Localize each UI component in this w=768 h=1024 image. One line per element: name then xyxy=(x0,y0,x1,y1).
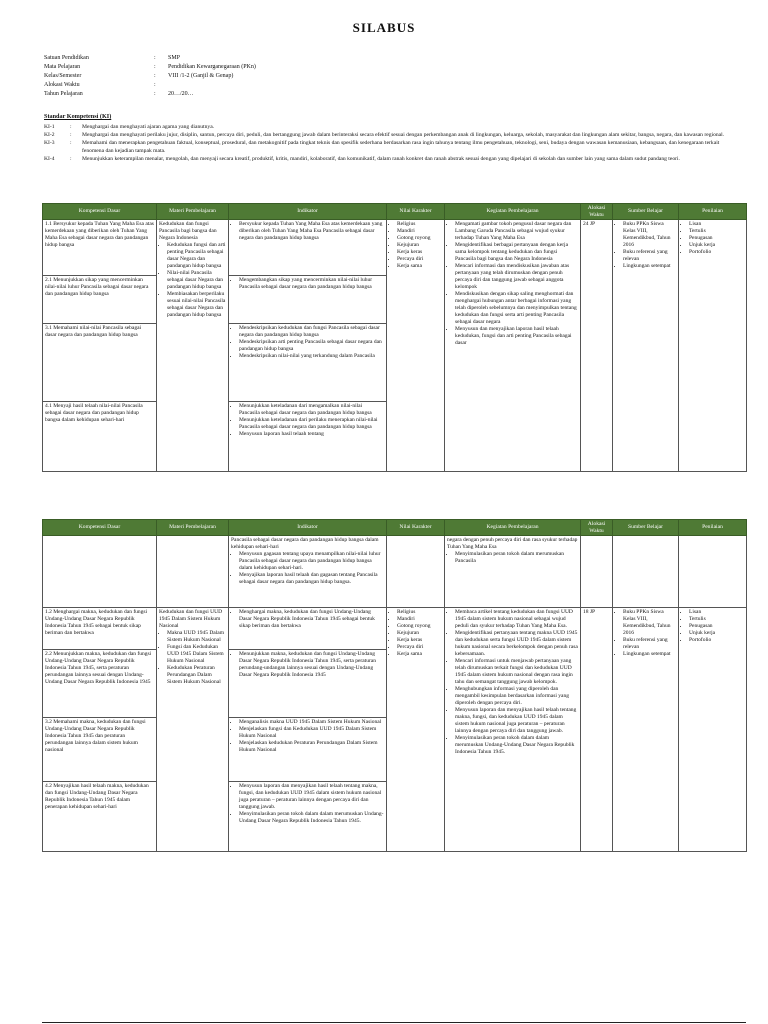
col-header: Penilaian xyxy=(679,520,747,536)
kegiatan-item: • Menghubungkan informasi yang diperoleh dan mengambil kesimpulan berdasarkan informasi yang diperoleh dengan percaya diri. xyxy=(455,686,578,707)
indikator-cell xyxy=(229,276,387,324)
materi-cell xyxy=(157,536,229,608)
sumber-cell xyxy=(613,608,679,852)
meta-key: Satuan Pendidikan xyxy=(44,55,89,61)
nilai-item: • Gotong royong xyxy=(397,623,442,630)
kd-cell: 3.2 Memahami makna, kedudukan dan fungsi Undang-Undang Dasar Negara Republik Indonesia Tahun 1945 dan peraturan perundangan lainnya dalam sistem hukum nasional xyxy=(43,718,157,782)
col-header: Nilai Karakter xyxy=(387,520,445,536)
table-header-row xyxy=(43,520,747,536)
penilaian-item: • Unjuk kerja xyxy=(689,242,744,249)
col-header: Alokasi Waktu xyxy=(581,204,613,220)
sumber-item: • Buku PPKn Siswa Kelas VIII, Kemendikbud, Tahun 2016 xyxy=(623,609,676,637)
alokasi-cell xyxy=(581,536,613,608)
nilai-item: • Gotong royong xyxy=(397,235,442,242)
kegiatan-item: • Mencari informasi untuk menjawab pertanyaan yang telah dirumuskan terkait fungsi dan kedudukan UUD 1945 dalam sistem hukum nasional dengan rasa ingin tahu dan semangat tanggung jawab kelompok. xyxy=(455,658,578,686)
sumber-item: • Lingkungan setempat xyxy=(623,651,676,658)
indikator-item: • Menjelaskan kedudukan Peraturan Perundangan Dalam Sistem Hukum Nasional xyxy=(239,740,384,754)
ki-code: KI-3 xyxy=(44,140,55,147)
ki-code: KI-1 xyxy=(44,124,55,130)
meta-value: 20…/20… xyxy=(168,91,194,97)
nilai-item: • Mandiri xyxy=(397,228,442,235)
kegiatan-cell xyxy=(445,220,581,472)
indikator-cell xyxy=(229,650,387,718)
indikator-cell xyxy=(229,220,387,276)
materi-item: • Nilai-nilai Pancasila sebagai dasar Negara dan pandangan hidup bangsa xyxy=(167,270,226,291)
indikator-cell xyxy=(229,324,387,402)
indikator-continuation: Pancasila sebagai dasar negara dan pandangan hidup bangsa dalam kehidupan sehari-hari xyxy=(231,537,379,550)
table-row xyxy=(43,608,747,650)
materi-intro: Kedudukan dan fungsi Pancasila bagi bangsa dan Negara Indonesia xyxy=(159,221,217,241)
kegiatan-item: • Mengidentifikasi pertanyaan tentang makna UUD 1945 dan kedudukan serta fungsi UUD 1945 dalam sistem hukum nasional secara berkelompok dengan penuh rasa kebersamaan. xyxy=(455,630,578,658)
nilai-item: • Kerja keras xyxy=(397,249,442,256)
indikator-item: • Mendeskripsikan arti penting Pancasila sebagai dasar negara dan pandangan hidup bangsa xyxy=(239,339,384,353)
page-title: SILABUS xyxy=(352,20,416,35)
meta-value: VIII /1-2 (Ganjil & Genap) xyxy=(168,73,234,79)
nilai-item: • Kerja sama xyxy=(397,263,442,270)
nilai-item: • Kejujuran xyxy=(397,630,442,637)
sumber-item: • Buku PPKn Siswa Kelas VIII, Kemendikbud, Tahun 2016 xyxy=(623,221,676,249)
indikator-item: • Menyusun gagasan tentang upaya menampilkan nilai-nilai luhur Pancasila sebagai dasar negara dan pandangan hidup bangsa dalam kehidupan sehari-hari. xyxy=(239,551,384,572)
ki-row: KI-2 : Menghargai dan menghayati perilaku jujur, disiplin, santun, percaya diri, peduli, dan bertanggung jawab dalam berinteraksi secara efektif sesuai dengan perkembangan anak di lingkungan, keluarga, sekolah, masyarakat dan lingkungan alam sekitar, bangsa, negara, dan kawasan regional. xyxy=(44,132,725,139)
sumber-item: • Buku referensi yang relevan xyxy=(623,249,676,263)
penilaian-item: • Penugasan xyxy=(689,623,744,630)
nilai-cell xyxy=(387,536,445,608)
nilai-item: • Kejujuran xyxy=(397,242,442,249)
penilaian-item: • Portofolio xyxy=(689,637,744,644)
meta-key: Mata Pelajaran xyxy=(44,64,81,70)
kegiatan-item: • Menyusun dan menyajikan laporan hasil telaah kedudukan, fungsi dan arti penting Pancasila sebagai dasar xyxy=(455,326,578,347)
alokasi-cell: 24 JP xyxy=(581,220,613,472)
penilaian-cell xyxy=(679,220,747,472)
indikator-item: • Mendeskripsikan kedudukan dan fungsi Pancasila sebagai dasar negara dan pandangan hidup bangsa xyxy=(239,325,384,339)
kd-cell: 4.1 Menyaji hasil telaah nilai-nilai Pancasila sebagai dasar negara dan pandangan hidup bangsa dalam kehidupan sehari-hari xyxy=(43,402,157,472)
alokasi-cell: 18 JP xyxy=(581,608,613,852)
ki-text: Memahami dan menerapkan pengetahuan faktual, konseptual, prosedural, dan metakognitif pada tingkat teknis dan spesifik sederhana berdasarkan rasa ingin tahunya tentang ilmu pengetahuan, teknologi, seni, budaya dengan wawasan kemanusiaan, kebangsaan, dan kenegaraan terkait fenomena dan kejadian tampak mata. xyxy=(82,140,720,154)
nilai-item: • Mandiri xyxy=(397,616,442,623)
meta-row: Tahun Pelajaran : 20…/20… xyxy=(44,91,194,97)
indikator-item: • Bersyukur kepada Tuhan Yang Maha Esa atas kemerdekaan yang diberikan oleh Tuhan Yang Maha Esa Pancasila sebagai dasar negara dan pandangan hidup bangsa xyxy=(239,221,384,242)
indikator-item: • Menunjukkan makna, kedudukan dan fungsi Undang-Undang Dasar Negara Republik Indonesia Tahun 1945, serta peraturan perundang-undangan lainnya sesuai dengan Undang-Undang Dasar Negara Republik Indonesia 1945 xyxy=(239,651,384,679)
col-header: Materi Pembelajaran xyxy=(157,204,229,220)
col-header: Indikator xyxy=(229,204,387,220)
kegiatan-item: • Mengamati gambar tokoh pengusul dasar negara dan Lambang Garuda Pancasila sebagai wujud syukur terhadap Tuhan Yang Maha Esa xyxy=(455,221,578,242)
nilai-cell xyxy=(387,608,445,852)
kd-cell: 2.2 Menunjukkan makna, kedudukan dan fungsi Undang-Undang Dasar Negara Republik Indonesia Tahun 1945, serta peraturan perundangan lainnya sesuai dengan Undang-Undang Dasar Negara Republik Indonesia 1945 xyxy=(43,650,157,718)
meta-value: SMP xyxy=(168,55,181,61)
page-bottom-rule xyxy=(42,1022,746,1023)
materi-item: • Makna UUD 1945 Dalam Sistem Hukum Nasional xyxy=(167,630,226,644)
syllabus-table-1 xyxy=(42,203,747,472)
syllabus-meta xyxy=(44,54,256,99)
penilaian-cell xyxy=(679,536,747,608)
nilai-item: • Kerja sama xyxy=(397,651,442,658)
meta-row: Alokasi Waktu : xyxy=(44,82,156,88)
indikator-item: • Menyimulasikan peran tokoh dalam dalam merumuskan Undang-Undang Dasar Negara Republik Indonesia Tahun 1945. xyxy=(239,811,384,825)
kegiatan-item: • Mengidentifikasi berbagai pertanyaan dengan kerja sama kelompok tentang kedudukan dan fungsi Pancasila bagi bangsa dan Negara Indonesia xyxy=(455,242,578,263)
sumber-cell xyxy=(613,220,679,472)
materi-cell xyxy=(157,220,229,472)
kd-cell: 1.2 Menghargai makna, kedudukan dan fungsi Undang-Undang Dasar Negara Republik Indonesia Tahun 1945 sebagai bentuk sikap beriman dan bertakwa xyxy=(43,608,157,650)
ki-row: KI-4 : Menunjukkan keterampilan menalar, mengolah, dan menyaji secara kreatif, produktif, kritis, mandiri, kolaboratif, dan komunikatif, dalam ranah konkret dan ranah abstrak sesuai dengan yang dipelajari di sekolah dan sumber lain yang sama dalam sudut pandang teori. xyxy=(44,155,680,162)
materi-item: • Membiasakan berperilaku sesuai nilai-nilai Pancasila sebagai dasar Negara dan pandangan hidup bangsa xyxy=(167,291,226,319)
meta-key: Tahun Pelajaran xyxy=(44,91,83,97)
sumber-item: • Lingkungan setempat xyxy=(623,263,676,270)
col-header: Kegiatan Pembelajaran xyxy=(445,520,581,536)
indikator-cell xyxy=(229,608,387,650)
materi-item: • Fungsi dan Kedudukan UUD 1945 Dalam Sistem Hukum Nasional xyxy=(167,644,226,665)
kegiatan-item: • Menyusun laporan dan menyajikan hasil telaah tentang makna, fungsi, dan kedudukan UUD 1945 dalam sistem hukum nasional juga peraturan – peraturan lainnya dengan percaya diri dan tanggung jawab. xyxy=(455,707,578,735)
penilaian-item: • Tertulis xyxy=(689,616,744,623)
ki-text: Menghargai dan menghayati perilaku jujur, disiplin, santun, percaya diri, peduli, dan bertanggung jawab dalam berinteraksi secara efektif sesuai dengan perkembangan anak di lingkungan, keluarga, sekolah, masyarakat dan lingkungan alam sekitar, bangsa, negara, dan kawasan regional. xyxy=(82,132,725,139)
kegiatan-item: • Menyimulasikan peran tokoh dalam dalam merumuskan Undang-Undang Dasar Negara Republik Indonesia Tahun 1945. xyxy=(455,735,578,756)
penilaian-item: • Unjuk kerja xyxy=(689,630,744,637)
indikator-cell xyxy=(229,782,387,852)
col-header: Sumber Belajar xyxy=(613,204,679,220)
col-header: Kompetensi Dasar xyxy=(43,520,157,536)
standar-kompetensi-heading: Standar Kompetensi (KI) xyxy=(44,113,112,120)
ki-list xyxy=(44,124,734,164)
penilaian-item: • Lisan xyxy=(689,609,744,616)
kd-cell: 1.1 Bersyukur kepada Tuhan Yang Maha Esa atas kemerdekaan yang diberikan oleh Tuhan Yang Maha Esa sebagai dasar negara dan pandangan hidup bangsa xyxy=(43,220,157,276)
kegiatan-item: • Menyimulasikan peran tokoh dalam merumuskan Pancasila xyxy=(455,551,578,565)
col-header: Sumber Belajar xyxy=(613,520,679,536)
col-header: Materi Pembelajaran xyxy=(157,520,229,536)
col-header: Alokasi Waktu xyxy=(581,520,613,536)
indikator-item: • Menyusun laporan dan menyajikan hasil telaah tentang makna, fungsi, dan kedudukan UUD 1945 dalam sistem hukum nasional juga peraturan – peraturan lainnya dengan percaya diri dan tanggung jawab. xyxy=(239,783,384,811)
sumber-item: • Buku referensi yang relevan xyxy=(623,637,676,651)
indikator-item: • Menunjukkan keteladanan dari perilaku menerapkan nilai-nilai Pancasila sebagai dasar negara dan pandangan hidup bangsa xyxy=(239,417,384,431)
indikator-item: • Menjelaskan fungsi dan Kedudukan UUD 1945 Dalam Sistem Hukum Nasional xyxy=(239,726,384,740)
kegiatan-cell xyxy=(445,608,581,852)
indikator-cell xyxy=(229,402,387,472)
nilai-item: • Religius xyxy=(397,221,442,228)
col-header: Penilaian xyxy=(679,204,747,220)
meta-key: Alokasi Waktu xyxy=(44,82,80,88)
meta-value: Pendidikan Kewarganegaraan (PKn) xyxy=(168,64,256,70)
meta-row: Kelas/Semester : VIII /1-2 (Ganjil & Genap) xyxy=(44,73,234,79)
indikator-item: • Menunjukkan keteladanan dari mengamalkan nilai-nilai Pancasila sebagai dasar negara dan pandangan hidup bangsa xyxy=(239,403,384,417)
ki-row: KI-1 : Menghargai dan menghayati ajaran agama yang dianutnya. xyxy=(44,124,215,130)
table-row xyxy=(43,220,747,276)
ki-text: Menunjukkan keterampilan menalar, mengolah, dan menyaji secara kreatif, produktif, kritis, mandiri, kolaboratif, dan komunikatif, dalam ranah konkret dan ranah abstrak sesuai dengan yang dipelajari di sekolah dan sumber lain yang sama dalam sudut pandang teori. xyxy=(82,155,680,162)
indikator-item: • Menghargai makna, kedudukan dan fungsi Undang-Undang Dasar Negara Republik Indonesia Tahun 1945 sebagai bentuk sikap beriman dan bertakwa xyxy=(239,609,384,630)
meta-key: Kelas/Semester xyxy=(44,73,82,79)
penilaian-cell xyxy=(679,608,747,852)
kegiatan-item: • Mencari informasi dan mendiskusikan jawaban atas pertanyaan yang telah dirumuskan dengan penuh percaya diri dan tanggung jawab sebagai anggota kelompok xyxy=(455,263,578,291)
kd-cell: 2.1 Menunjukkan sikap yang mencerminkan nilai-nilai luhur Pancasila sebagai dasar negara dan pandangan hidup bangsa xyxy=(43,276,157,324)
materi-item: • Kedudukan fungsi dan arti penting Pancasila sebagai dasar Negara dan pandangan hidup bangsa xyxy=(167,242,226,270)
nilai-item: • Percaya diri xyxy=(397,644,442,651)
indikator-item: • Menganalisis makna UUD 1945 Dalam Sistem Hukum Nasional xyxy=(239,719,384,726)
ki-code: KI-2 xyxy=(44,132,55,139)
kegiatan-cell xyxy=(445,536,581,608)
penilaian-item: • Tertulis xyxy=(689,228,744,235)
meta-row: Mata Pelajaran : Pendidikan Kewarganegaraan (PKn) xyxy=(44,64,256,70)
kegiatan-item: • Membaca artikel tentang kedudukan dan fungsi UUD 1945 dalam sistem hukum nasional sebagai wujud peduli dan syukur terhadap Tuhan Yang Maha Esa. xyxy=(455,609,578,630)
indikator-item: • Menyusun laporan hasil telaah tentang xyxy=(239,431,384,438)
kd-cell xyxy=(43,536,157,608)
sumber-cell xyxy=(613,536,679,608)
ki-row: KI-3 : Memahami dan menerapkan pengetahuan faktual, konseptual, prosedural, dan metakognitif pada tingkat teknis dan spesifik sederhana berdasarkan rasa ingin tahunya tentang ilmu pengetahuan, teknologi, seni, budaya dengan wawasan kemanusiaan, kebangsaan, dan kenegaraan terkait fenomena dan kejadian tampak mata. xyxy=(44,140,734,155)
penilaian-item: • Lisan xyxy=(689,221,744,228)
col-header: Kegiatan Pembelajaran xyxy=(445,204,581,220)
table-header-row xyxy=(43,204,747,220)
ki-code: KI-4 xyxy=(44,155,55,162)
kd-cell: 3.1 Memahami nilai-nilai Pancasila sebagai dasar negara dan pandangan hidup bangsa xyxy=(43,324,157,402)
indikator-item: • Mendeskripsikan nilai-nilai yang terkandung dalam Pancasila xyxy=(239,353,384,360)
col-header: Kompetensi Dasar xyxy=(43,204,157,220)
kd-cell: 4.2 Menyajikan hasil telaah makna, kedudukan dan fungsi Undang-Undang Dasar Negara Republik Indonesia Tahun 1945 dalam penerapan kehidupan sehari-hari xyxy=(43,782,157,852)
nilai-cell xyxy=(387,220,445,472)
indikator-cell xyxy=(229,718,387,782)
ki-text: Menghargai dan menghayati ajaran agama yang dianutnya. xyxy=(82,124,215,130)
kegiatan-item: • Mendiskusikan dengan sikap saling menghormati dan menghargai hubungan antar berbagai informasi yang telah diperoleh sebelumnya dan menyimpulkan tentang kedudukan dan fungsi serta arti penting Pancasila sebagai dasar negara xyxy=(455,291,578,326)
table-row xyxy=(43,536,747,608)
materi-cell xyxy=(157,608,229,852)
penilaian-item: • Portofolio xyxy=(689,249,744,256)
col-header: Indikator xyxy=(229,520,387,536)
indikator-item: • Mengembangkan sikap yang mencerminkan nilai-nilai luhur Pancasila sebagai dasar negara dan pandangan hidup bangsa xyxy=(239,277,384,291)
materi-intro: Kedudukan dan fungsi UUD 1945 Dalam Sistem Hukum Nasional xyxy=(159,609,223,629)
syllabus-table-2 xyxy=(42,519,747,852)
penilaian-item: • Penugasan xyxy=(689,235,744,242)
nilai-item: • Religius xyxy=(397,609,442,616)
indikator-item: • Menyajikan laporan hasil telaah dan gagasan tentang Pancasila sebagai dasar negara dan pandangan hidup bangsa. xyxy=(239,572,384,586)
meta-row: Satuan Pendidikan : SMP xyxy=(44,55,181,61)
materi-item: • Kedudukan Peraturan Perundangan Dalam Sistem Hukum Nasional xyxy=(167,665,226,686)
nilai-item: • Kerja keras xyxy=(397,637,442,644)
col-header: Nilai Karakter xyxy=(387,204,445,220)
indikator-cell xyxy=(229,536,387,608)
nilai-item: • Percaya diri xyxy=(397,256,442,263)
kegiatan-continuation: negara dengan penuh percaya diri dan rasa syukur terhadap Tuhan Yang Maha Esa xyxy=(447,537,578,550)
